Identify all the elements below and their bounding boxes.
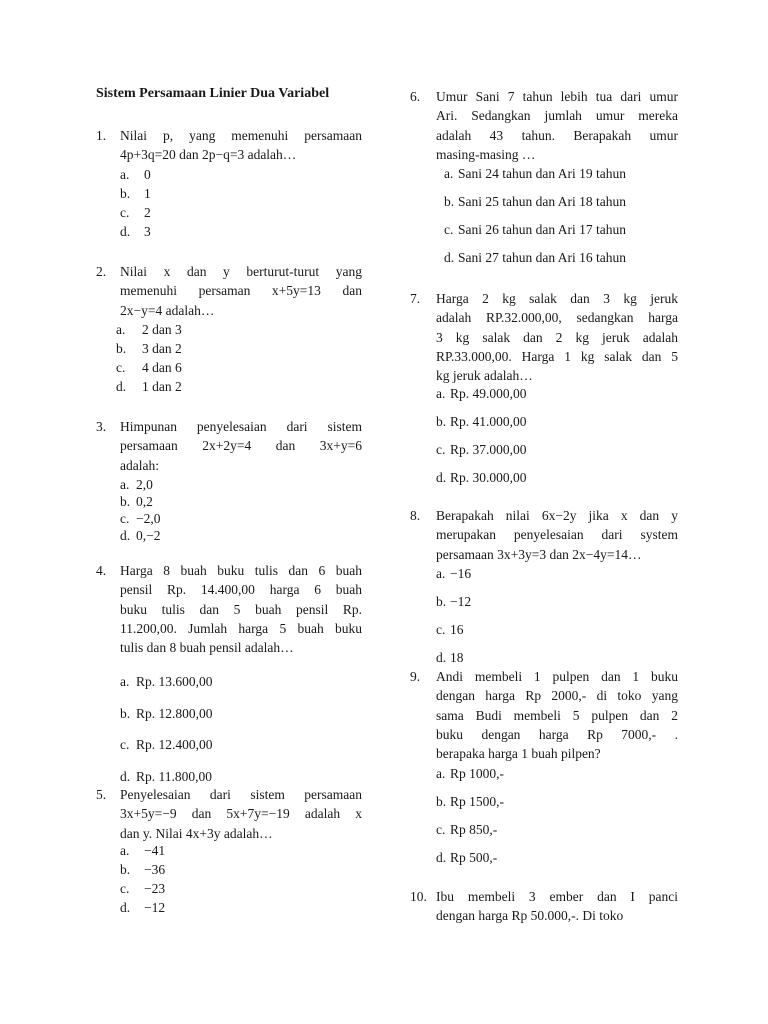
- question-text-line: persamaan 3x+3y=3 dan 2x−4y=14…: [436, 546, 642, 562]
- question-text-line: adalah:: [120, 457, 159, 473]
- question-text-line: sama Budi membeli 5 pulpen dan 2: [436, 707, 678, 723]
- answer-option-b: [436, 593, 471, 611]
- answer-option-d: [436, 469, 527, 487]
- option-letter: d.: [116, 379, 127, 394]
- question-text-line: tulis dan 8 buah pensil adalah…: [120, 640, 294, 656]
- answer-option-a: [444, 165, 626, 183]
- question-text-line: dengan harga Rp 2000,- di toko yang: [436, 688, 678, 704]
- option-value: Rp. 41.000,00: [450, 414, 527, 429]
- answer-option-c: [120, 880, 165, 898]
- option-letter: c.: [444, 222, 454, 237]
- option-letter: b.: [120, 186, 131, 201]
- option-value: Rp. 11.800,00: [136, 768, 213, 784]
- option-value: 3 dan 2: [142, 341, 182, 356]
- question-text-line: buku tulis dan 5 buah pensil Rp.: [120, 601, 362, 617]
- option-value: −12: [450, 594, 472, 609]
- question-number: 4.: [96, 563, 107, 578]
- answer-option-c: [436, 821, 497, 839]
- option-letter: d.: [120, 528, 131, 543]
- question-number: 6.: [410, 89, 421, 104]
- option-value: Rp 850,-: [450, 822, 498, 837]
- answer-option-b: [120, 185, 151, 203]
- answer-option-b: [436, 413, 527, 431]
- answer-option-b: [436, 793, 504, 811]
- answer-option-b: [120, 705, 213, 723]
- option-value: Rp. 30.000,00: [450, 470, 527, 485]
- question-text-line: Nilai p, yang memenuhi persamaan: [120, 128, 362, 143]
- question-text-line: Ari. Sedangkan jumlah umur mereka: [436, 108, 678, 124]
- option-letter: a.: [120, 843, 130, 858]
- option-letter: a.: [120, 477, 130, 492]
- answer-option-c: [116, 359, 182, 377]
- option-letter: a.: [436, 566, 446, 581]
- answer-option-b: [120, 493, 153, 511]
- option-value: −23: [144, 881, 166, 896]
- question-text: [120, 126, 362, 165]
- option-value: 1: [144, 186, 151, 201]
- option-value: 4 dan 6: [142, 360, 182, 375]
- answer-option-a: [436, 565, 471, 583]
- option-letter: b.: [120, 862, 131, 877]
- question-text-line: 3 kg salak dan 2 kg jeruk adalah: [436, 329, 678, 345]
- question-text: [120, 262, 362, 320]
- option-value: Sani 24 tahun dan Ari 19 tahun: [458, 166, 626, 181]
- answer-option-a: [116, 321, 182, 339]
- option-letter: d.: [436, 850, 447, 865]
- question-text-line: Harga 8 buah buku tulis dan 6 buah: [120, 563, 362, 578]
- answer-option-d: [436, 649, 464, 667]
- question-text: [436, 87, 678, 164]
- answer-option-a: [120, 476, 153, 494]
- option-letter: c.: [120, 737, 130, 752]
- answer-option-c: [120, 204, 151, 222]
- option-value: 16: [450, 622, 464, 637]
- answer-option-d: [436, 849, 497, 867]
- question-text-line: memenuhi persaman x+5y=13 dan: [120, 283, 362, 299]
- question-number: 1.: [96, 128, 107, 143]
- question-number: 3.: [96, 419, 107, 434]
- option-value: 18: [450, 650, 464, 665]
- option-letter: c.: [116, 360, 126, 375]
- question-text: [436, 667, 678, 763]
- option-letter: d.: [444, 250, 455, 265]
- answer-option-d: [120, 899, 165, 917]
- answer-option-a: [120, 673, 213, 691]
- question-text: [120, 785, 362, 843]
- question-text-line: Andi membeli 1 pulpen dan 1 buku: [436, 669, 678, 684]
- question-text-line: masing-masing …: [436, 146, 536, 162]
- answer-option-c: [436, 441, 527, 459]
- option-value: −12: [144, 900, 166, 915]
- option-letter: c.: [436, 822, 446, 837]
- question-text-line: persamaan 2x+2y=4 dan 3x+y=6: [120, 438, 362, 454]
- answer-option-a: [436, 385, 527, 403]
- option-letter: d.: [120, 768, 131, 784]
- option-value: Rp. 12.800,00: [136, 705, 213, 721]
- option-letter: d.: [120, 224, 131, 239]
- option-value: 2: [144, 205, 151, 220]
- question-text-line: pensil Rp. 14.400,00 harga 6 buah: [120, 582, 362, 598]
- answer-option-a: [120, 842, 165, 860]
- answer-option-d: [120, 223, 151, 241]
- question-text: [436, 506, 678, 564]
- answer-option-d: [120, 527, 161, 545]
- answer-option-a: [120, 166, 151, 184]
- option-value: Sani 26 tahun dan Ari 17 tahun: [458, 222, 626, 237]
- answer-option-b: [120, 861, 165, 879]
- option-letter: c.: [436, 622, 446, 637]
- answer-option-c: [120, 736, 213, 754]
- question-number: 8.: [410, 508, 421, 523]
- question-text: [120, 561, 362, 657]
- answer-option-d: [120, 768, 212, 786]
- option-value: 0,−2: [136, 528, 161, 543]
- answer-option-d: [444, 249, 626, 267]
- document-title: Sistem Persamaan Linier Dua Variabel: [96, 86, 330, 101]
- option-letter: a.: [436, 766, 446, 781]
- question-text-line: merupakan penyelesaian dari system: [436, 527, 678, 543]
- option-value: 3: [144, 224, 151, 239]
- question-number: 5.: [96, 787, 107, 802]
- option-value: 1 dan 2: [142, 379, 182, 394]
- question-number: 7.: [410, 291, 421, 306]
- option-letter: a.: [120, 674, 130, 689]
- option-value: Rp. 37.000,00: [450, 442, 527, 457]
- option-letter: b.: [444, 194, 455, 209]
- question-text-line: Himpunan penyelesaian dari sistem: [120, 419, 362, 434]
- option-letter: b.: [120, 705, 131, 721]
- question-text-line: kg jeruk adalah…: [436, 368, 533, 384]
- question-text-line: Harga 2 kg salak dan 3 kg jeruk: [436, 291, 678, 306]
- option-value: Rp. 12.400,00: [136, 737, 213, 752]
- option-letter: c.: [120, 205, 130, 220]
- question-text-line: 3x+5y=−9 dan 5x+7y=−19 adalah x: [120, 806, 362, 822]
- option-letter: d.: [436, 650, 447, 665]
- question-text-line: adalah 43 tahun. Berapakah umur: [436, 127, 678, 143]
- answer-option-b: [444, 193, 626, 211]
- question-text-line: berapaka harga 1 buah pilpen?: [436, 746, 601, 762]
- question-text-line: Penyelesaian dari sistem persamaan: [120, 787, 362, 802]
- answer-option-d: [116, 378, 182, 396]
- question-text-line: 4p+3q=20 dan 2p−q=3 adalah…: [120, 147, 297, 163]
- option-value: Rp 1500,-: [450, 794, 504, 809]
- option-value: −36: [144, 862, 166, 877]
- option-value: Rp 1000,-: [450, 766, 504, 781]
- option-value: Rp. 13.600,00: [136, 674, 213, 689]
- option-value: Rp. 49.000,00: [450, 386, 527, 401]
- question-text-line: Ibu membeli 3 ember dan I panci: [436, 889, 678, 904]
- question-number: 10.: [410, 889, 427, 904]
- option-value: Sani 27 tahun dan Ari 16 tahun: [458, 250, 626, 265]
- question-number: 9.: [410, 669, 421, 684]
- option-letter: b.: [436, 594, 447, 609]
- option-letter: a.: [444, 166, 454, 181]
- question-number: 2.: [96, 264, 107, 279]
- option-value: Rp 500,-: [450, 850, 498, 865]
- option-value: −41: [144, 843, 166, 858]
- question-text-line: 2x−y=4 adalah…: [120, 302, 215, 318]
- option-letter: d.: [120, 900, 131, 915]
- option-value: 0,2: [136, 494, 153, 509]
- answer-option-c: [444, 221, 626, 239]
- question-text-line: RP.33.000,00. Harga 1 kg salak dan 5: [436, 348, 678, 364]
- option-value: Sani 25 tahun dan Ari 18 tahun: [458, 194, 626, 209]
- option-letter: c.: [120, 881, 130, 896]
- question-text-line: Umur Sani 7 tahun lebih tua dari umur: [436, 89, 678, 104]
- question-text-line: dan y. Nilai 4x+3y adalah…: [120, 825, 273, 841]
- answer-option-c: [436, 621, 464, 639]
- option-value: −2,0: [136, 511, 161, 526]
- question-text: [436, 887, 678, 926]
- option-letter: d.: [436, 470, 447, 485]
- option-value: 0: [144, 167, 151, 182]
- option-letter: b.: [436, 794, 447, 809]
- answer-option-a: [436, 765, 504, 783]
- option-value: 2,0: [136, 477, 153, 492]
- option-letter: c.: [436, 442, 446, 457]
- question-text-line: adalah RP.32.000,00, sedangkan harga: [436, 310, 678, 326]
- option-letter: b.: [116, 341, 127, 356]
- option-letter: c.: [120, 511, 130, 526]
- question-text-line: dengan harga Rp 50.000,-. Di toko: [436, 908, 624, 924]
- option-letter: a.: [436, 386, 446, 401]
- option-letter: a.: [120, 167, 130, 182]
- option-letter: a.: [116, 322, 126, 337]
- question-text-line: Berapakah nilai 6x−2y jika x dan y: [436, 508, 678, 523]
- option-value: −16: [450, 566, 472, 581]
- question-text-line: Nilai x dan y berturut-turut yang: [120, 264, 362, 279]
- option-letter: b.: [436, 414, 447, 429]
- answer-option-c: [120, 510, 161, 528]
- question-text-line: 11.200,00. Jumlah harga 5 buah buku: [120, 620, 362, 636]
- answer-option-b: [116, 340, 182, 358]
- question-text: [120, 417, 362, 475]
- option-value: 2 dan 3: [142, 322, 182, 337]
- question-text: [436, 289, 678, 385]
- question-text-line: buku dengan harga Rp 7000,- .: [436, 726, 678, 742]
- option-letter: b.: [120, 494, 131, 509]
